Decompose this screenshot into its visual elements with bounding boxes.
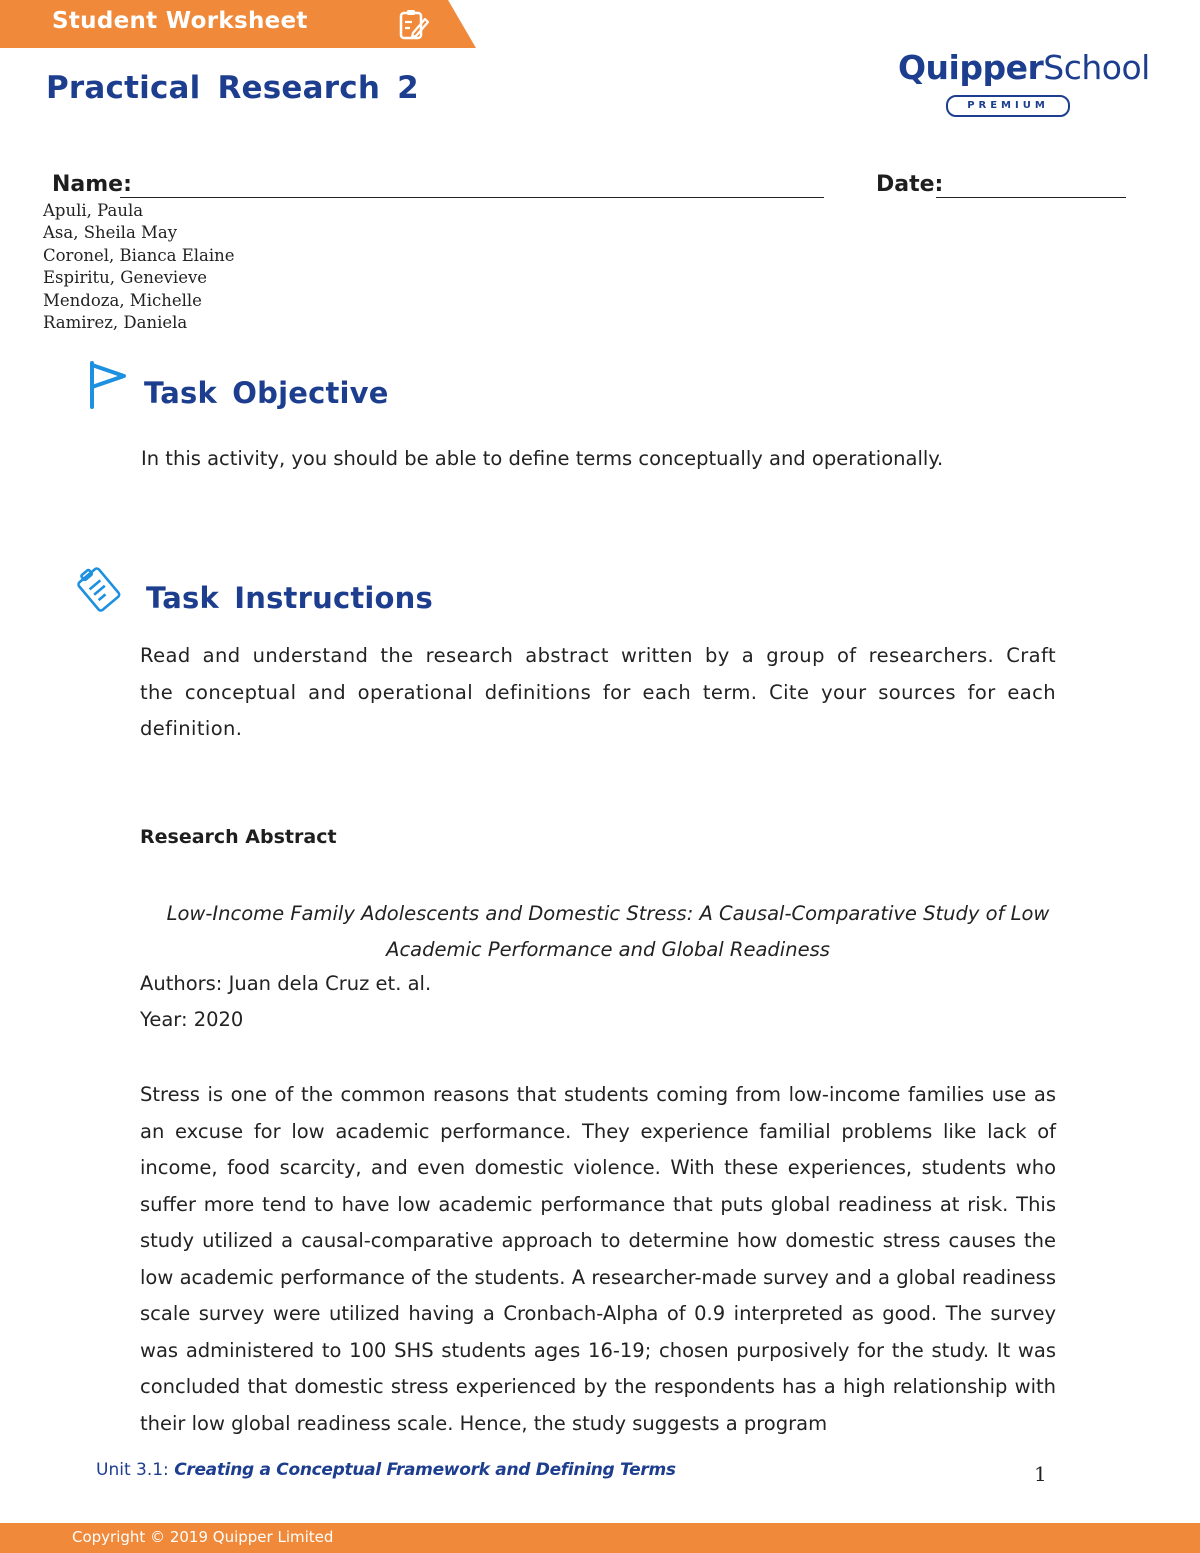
date-field-line [936,197,1126,198]
worksheet-label: Student Worksheet [52,8,308,34]
study-title-line: Academic Performance and Global Readiness [386,937,830,961]
logo-brand-light: School [1043,48,1150,87]
date-label: Date: [876,172,944,197]
quipper-school-logo [898,48,1150,120]
page-number: 1 [1034,1462,1047,1486]
logo-wordmark [898,48,1150,87]
premium-badge: PREMIUM [946,95,1070,117]
study-authors: Authors: Juan dela Cruz et. al. [140,972,432,995]
student-name: Asa, Sheila May [43,223,178,243]
unit-label: Unit 3.1: [96,1460,169,1480]
study-title-line: Low-Income Family Adolescents and Domestic Stress: A Causal-Comparative Study of Low [166,902,1050,925]
task-instructions-text: Read and understand the research abstract written by a group of researchers. Craft the conceptual and operational definitions for each term. Cite your sources for each definition. [140,644,1056,740]
task-objective-heading: Task Objective [144,376,389,410]
unit-topic: Creating a Conceptual Framework and Defining Terms [174,1460,676,1480]
study-year: Year: 2020 [140,1008,244,1031]
student-name: Espiritu, Genevieve [43,268,208,288]
copyright-notice: Copyright © 2019 Quipper Limited [72,1528,334,1546]
student-name: Coronel, Bianca Elaine [43,245,235,265]
student-name: Apuli, Paula [43,201,144,220]
footer-unit [96,1460,676,1480]
name-field-line [120,197,824,198]
task-instructions-icon [74,562,128,616]
logo-brand-bold: Quipper [898,48,1044,87]
student-name: Ramirez, Daniela [43,313,188,333]
student-name: Mendoza, Michelle [43,290,202,310]
research-abstract-heading: Research Abstract [140,826,337,848]
flag-icon [86,360,130,410]
name-label: Name: [52,172,132,197]
worksheet-edit-icon [398,8,430,42]
document-title: Practical Research 2 [46,70,419,106]
student-names-list [43,200,235,334]
abstract-body: Stress is one of the common reasons that students coming from low-income families use as an excuse for low academic performance. They experience familial problems like lack of income, food scarcity, and even domestic violence. With these experiences, students who suffer more tend to have low academic performance that puts global readiness at risk. This study utilized a causal-comparative approach to determine how domestic stress causes the low academic performance of the students. A researcher-made survey and a global readiness scale survey were utilized having a Cronbach-Alpha of 0.9 interpreted as good. The survey was administered to 100 SHS students ages 16-19; chosen purposively for the study. It was concluded that domestic stress experienced by the respondents has a high relationship with their low global readiness scale. Hence, the study suggests a program [140,1083,1056,1435]
task-instructions-heading: Task Instructions [146,581,433,615]
task-objective-text: In this activity, you should be able to define terms conceptually and operationally. [141,447,944,470]
study-title [140,896,1076,967]
